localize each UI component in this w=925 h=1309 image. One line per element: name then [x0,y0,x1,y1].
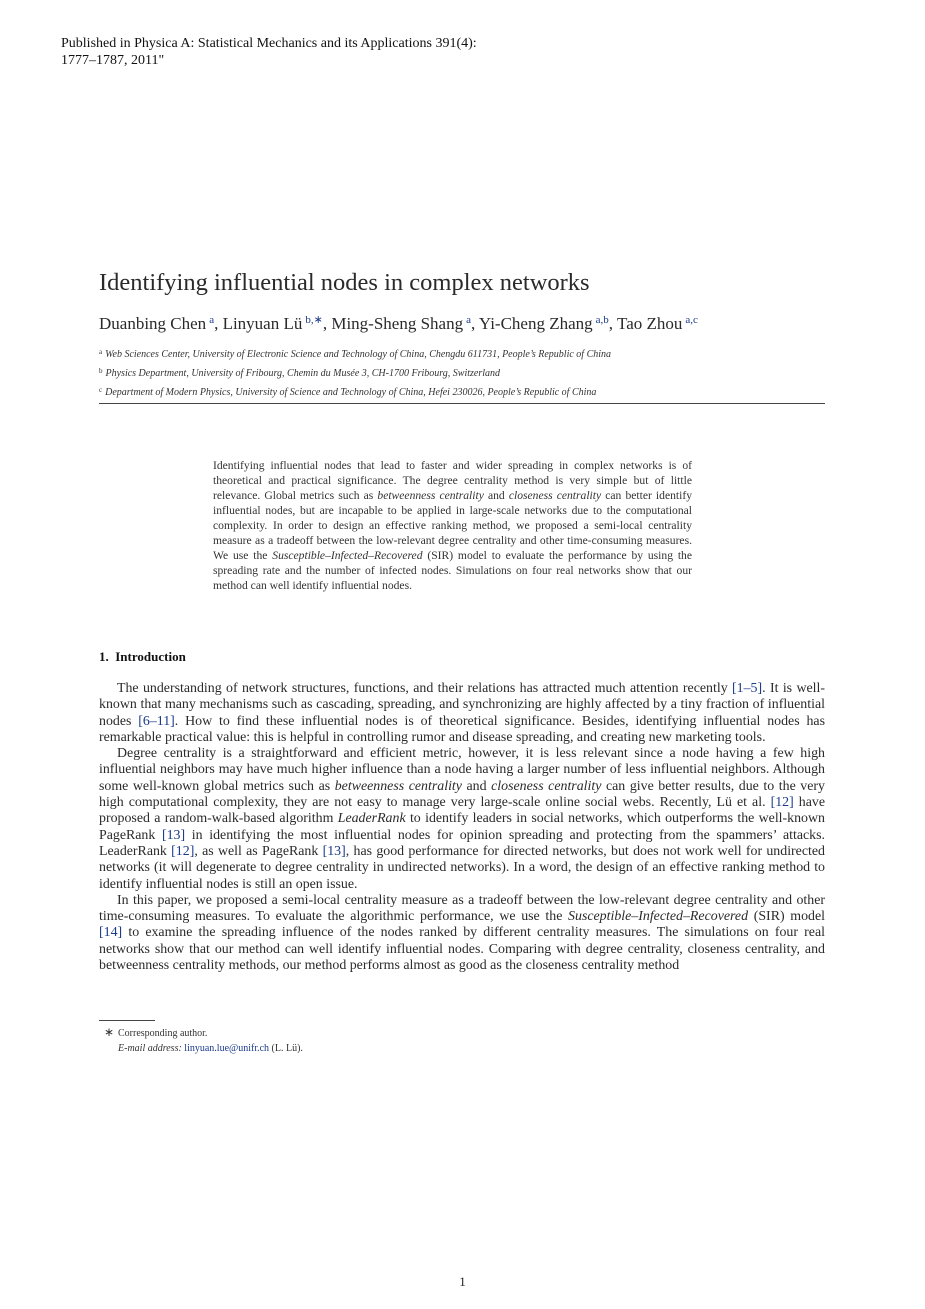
footnote-star: ∗ [104,1025,115,1039]
affiliation-mark: b [99,367,103,375]
author-list: Duanbing Chen $^a$, Linyuan Lü $^{b,∗}$, Ming-Sheng Shang $^a$, Yi-Cheng Zhang $^{a,b}$, Tao Zhou $^{a,c}$ [99,314,698,333]
author-name: Ming-Sheng Shang [331,314,464,333]
publication-note [61,35,661,69]
affiliation [99,363,611,382]
abstract-emphasis: closeness centrality [508,489,602,502]
affiliation-text: Physics Department, University of Fribourg, Chemin du Musée 3, CH-1700 Fribourg, Switzerland [105,368,501,379]
citation-link[interactable]: [6–11] [138,713,175,729]
author-name: Tao Zhou [617,314,683,333]
citation-link[interactable]: [13] [322,843,346,859]
paper-title: Identifying influential nodes in complex networks [99,269,590,296]
body-text [99,681,825,974]
abstract-emphasis: Susceptible–Infected–Recovered [272,549,423,562]
author-affiliation-mark[interactable]: a [209,314,215,326]
citation-link[interactable]: [14] [99,925,123,941]
section-title: Introduction [115,649,186,664]
publication-pages: 1777–1787, 2011" [61,53,165,68]
section-heading [99,649,186,665]
paragraph: The understanding of network structures, functions, and their relations has attracted much attention recently [1–5]. It is well-known that many mechanisms such as cascading, spreading, and synchronizing are highly affected by a tiny fraction of influential nodes [6–11]. How to find these influential nodes is of theoretical significance. Besides, identifying influential nodes has remarkable practical value: this is helpful in controlling rumor and disease spreading, and creating new marketing tools. [99,681,825,745]
author-name: Yi-Cheng Zhang [478,314,593,333]
author-affiliation-mark[interactable]: a,b [595,314,609,326]
paragraph: Degree centrality is a straightforward and efficient metric, however, it is less relevant since a node having a few high influential neighbors may have much higher influence than a node having a larger number of less influential neighbors. Although some well-known global metrics such as betweenness centrality and closeness centrality can give better results, due to the very high computational complexity, they are not easy to manage very large-scale online social webs. Recently, Lü et al. [12] have proposed a random-walk-based algorithm LeaderRank to identify leaders in social networks, which outperforms the well-known PageRank [13] in identifying the most influential nodes for opinion spreading and protecting from the spammers’ attacks. LeaderRank [12], as well as PageRank [13], has good performance for directed networks, but does not work well for undirected networks (it will degenerate to degree centrality in undirected networks). In a word, the design of an effective ranking method to identify influential nodes is still an open issue. [99,746,825,892]
section-number: 1. [99,649,109,664]
affiliation-mark: c [99,386,103,394]
affiliation-mark: a [99,348,103,356]
author-affiliation-mark[interactable]: a,c [685,314,698,326]
paragraph: In this paper, we proposed a semi-local centrality measure as a tradeoff between the low-relevant degree centrality and other time-consuming measures. To evaluate the algorithmic performance, we use the Susceptible–Infected–Recovered (SIR) model [14] to examine the spreading influence of the nodes ranked by different centrality measures. The simulations on four real networks show that our method can well identify influential nodes. Comparing with degree centrality, closeness centrality, and betweenness centrality methods, our method performs almost as good as the closeness centrality method [99,892,825,974]
email-link[interactable]: linyuan.lue@unifr.ch [184,1043,270,1054]
publication-line: Published in Physica A: Statistical Mechanics and its Applications 391(4): [61,36,477,51]
citation-link[interactable]: [1–5] [732,681,763,696]
affiliations [99,344,611,401]
author-name: Duanbing Chen [99,314,207,333]
affiliation [99,344,611,363]
abstract: Identifying influential nodes that lead to faster and wider spreading in complex networks is of theoretical and practical significance. The degree centrality method is very simple but of little relevance. Global metrics such as betweenness centrality and closeness centrality can better identify influential nodes, but are incapable to be applied in large-scale networks due to the computational complexity. In order to design an effective ranking method, we proposed a semi-local centrality measure as a tradeoff between the low-relevant degree centrality and other time-consuming measures. We use the Susceptible–Infected–Recovered (SIR) model to evaluate the performance by using the spreading rate and the number of infected nodes. Simulations on four real networks show that our method can well identify influential nodes. [213,459,692,592]
footnote [104,1025,303,1056]
page-number: 1 [459,1274,466,1289]
email-owner: (L. Lü). [271,1043,303,1054]
author-affiliation-mark[interactable]: b,∗ [305,314,323,326]
author-name: Linyuan Lü [222,314,303,333]
author-affiliation-mark[interactable]: a [466,314,471,326]
affiliation-text: Department of Modern Physics, University of Science and Technology of China, Hefei 230026, People’s Republic of China [105,387,597,398]
header-divider [99,403,825,404]
affiliation [99,382,611,401]
footnote-divider [99,1020,155,1021]
citation-link[interactable]: [12] [171,843,195,859]
abstract-emphasis: betweenness centrality [377,489,484,502]
affiliation-text: Web Sciences Center, University of Electronic Science and Technology of China, Chengdu 611731, People’s Republic of China [105,349,612,360]
citation-link[interactable]: [13] [161,827,186,843]
citation-link[interactable]: [12] [770,795,794,811]
footnote-email [104,1041,303,1056]
footnote-corresponding: ∗ Corresponding author. [104,1025,208,1039]
email-label: E-mail address: [118,1043,182,1054]
